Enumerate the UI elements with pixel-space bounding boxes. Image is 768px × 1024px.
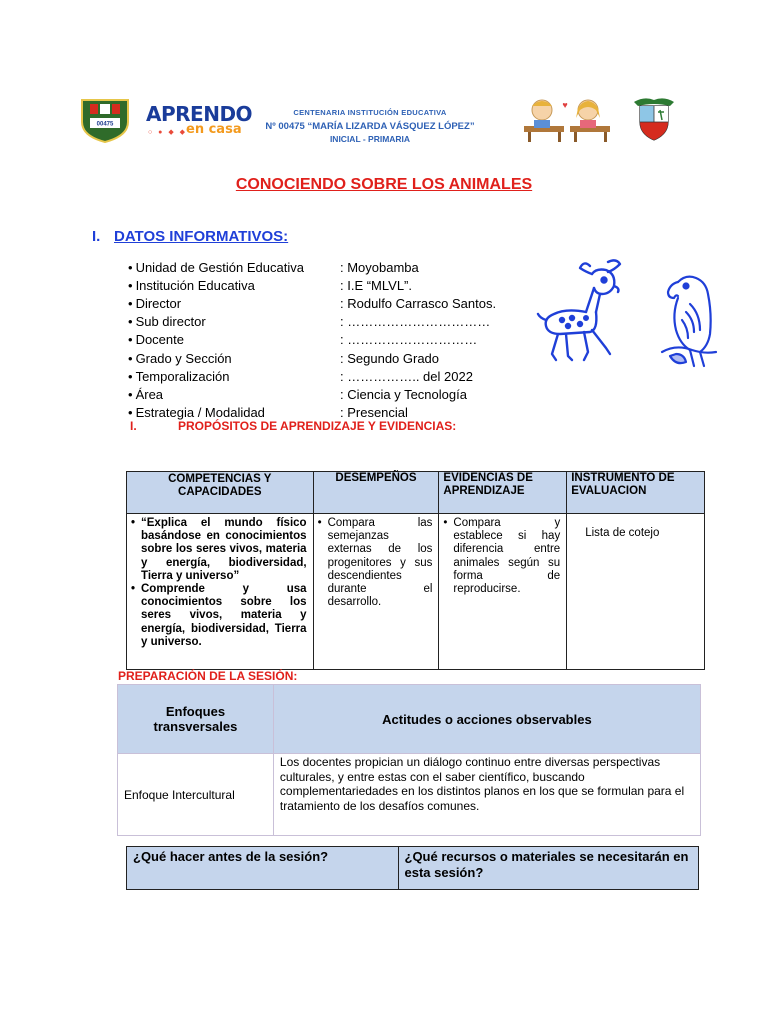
approach-table xyxy=(117,684,701,836)
school-line3: INICIAL - PRIMARIA xyxy=(329,134,411,144)
info-label: • Grado y Sección xyxy=(128,351,340,366)
brand-sub-text: en casa xyxy=(186,122,242,137)
info-label: • Estrategia / Modalidad xyxy=(128,405,340,420)
enfoque-name: Enfoque Intercultural xyxy=(118,754,274,836)
instrumento-value: Lista de cotejo xyxy=(585,527,660,539)
list-item: • Comprende y usa conocimientos sobre los seres vivos, materia y energía, biodiversidad, Tierra y universo. xyxy=(131,583,307,649)
cell-desempenos xyxy=(313,514,439,670)
students-illustration xyxy=(522,96,614,142)
section1-number: I. xyxy=(92,228,101,245)
enfoque-description: Los docentes propician un diálogo continuo entre diversas perspectivas culturales, y entre estas con el saber científico, buscando complementariedades en los distintos planos en los que se formulan para el tratamiento de los desafíos comunes. xyxy=(273,754,700,836)
crest-number: 00475 xyxy=(96,121,114,128)
aprendo-en-casa-logo xyxy=(146,102,253,140)
deer-illustration xyxy=(536,256,632,368)
school-crest-logo xyxy=(78,96,132,144)
purposes-table xyxy=(126,471,705,670)
preparation-heading: PREPARACIÓN DE LA SESIÓN: xyxy=(118,669,298,683)
info-value: : …………………………… xyxy=(340,314,491,330)
header-enfoques: Enfoques transversales xyxy=(118,685,274,754)
header-desempenos: DESEMPEÑOS xyxy=(313,472,439,514)
info-row xyxy=(128,258,496,276)
info-value: : ………………………… xyxy=(340,332,478,348)
cell-competencias xyxy=(127,514,314,670)
section-propositos-heading xyxy=(130,419,456,433)
info-row xyxy=(128,349,496,367)
info-label: • Director xyxy=(128,296,340,311)
brand-main-text: APRENDO xyxy=(146,102,253,126)
table-header-row xyxy=(127,472,705,514)
school-header xyxy=(252,108,488,144)
section2-title: PROPÓSITOS DE APRENDIZAJE Y EVIDENCIAS: xyxy=(178,419,457,433)
school-line2: Nº 00475 “MARÍA LIZARDA VÁSQUEZ LÓPEZ” xyxy=(265,121,475,132)
info-value: : Moyobamba xyxy=(340,259,419,275)
info-label: • Temporalización xyxy=(128,369,340,384)
section1-title: DATOS INFORMATIVOS: xyxy=(114,228,289,245)
info-row xyxy=(128,276,496,294)
section2-number: I. xyxy=(130,419,137,433)
info-value: : …………….. del 2022 xyxy=(340,368,473,384)
session-table xyxy=(126,846,699,890)
info-value: : Segundo Grado xyxy=(340,350,440,366)
info-value: : Presencial xyxy=(340,405,408,421)
info-row xyxy=(128,367,496,385)
header-antes-sesion: ¿Qué hacer antes de la sesión? xyxy=(127,847,399,890)
svg-text:♥: ♥ xyxy=(562,100,568,110)
list-item: • Compara las semejanzas externas de los progenitores y sus descendientes durante el desarrollo. xyxy=(318,517,433,609)
brand-dots: ○ ● ◆ ◆ xyxy=(148,129,188,136)
page-title xyxy=(0,176,768,194)
info-label: • Institución Educativa xyxy=(128,278,340,293)
info-value: : I.E “MLVL”. xyxy=(340,277,412,293)
cell-evidencias xyxy=(439,514,567,670)
info-row xyxy=(128,313,496,331)
page-title-text: CONOCIENDO SOBRE LOS ANIMALES xyxy=(235,176,533,193)
header-competencias: COMPETENCIAS Y CAPACIDADES xyxy=(127,472,314,514)
parrot-illustration xyxy=(656,274,722,368)
header-instrumento: INSTRUMENTO DE EVALUACION xyxy=(567,472,705,514)
table-row xyxy=(118,754,701,836)
info-label: • Área xyxy=(128,387,340,402)
info-value: : Ciencia y Tecnología xyxy=(340,386,467,402)
info-row xyxy=(128,385,496,403)
info-row xyxy=(128,294,496,312)
info-label: • Docente xyxy=(128,332,340,347)
cell-instrumento xyxy=(567,514,705,670)
table-header-row xyxy=(118,685,701,754)
info-row xyxy=(128,331,496,349)
list-item: • “Explica el mundo físico basándose en conocimientos sobre los seres vivos, materia y energía, biodiversidad, Tierra y universo” xyxy=(131,517,307,583)
header-recursos: ¿Qué recursos o materiales se necesitarán en esta sesión? xyxy=(398,847,699,890)
header-evidencias: EVIDENCIAS DE APRENDIZAJE xyxy=(439,472,567,514)
header-actitudes: Actitudes o acciones observables xyxy=(273,685,700,754)
section-datos-informativos-heading xyxy=(92,228,288,245)
peru-coat-of-arms-icon xyxy=(630,96,678,142)
info-label: • Sub director xyxy=(128,314,340,329)
table-header-row xyxy=(127,847,699,890)
info-label: • Unidad de Gestión Educativa xyxy=(128,260,340,275)
info-list xyxy=(128,258,496,422)
list-item: • Compara y establece si hay diferencia entre animales según su forma de reproducirse. xyxy=(443,517,560,596)
table-row xyxy=(127,514,705,670)
info-value: : Rodulfo Carrasco Santos. xyxy=(340,295,497,311)
school-line1: CENTENARIA INSTITUCIÓN EDUCATIVA xyxy=(293,108,447,117)
